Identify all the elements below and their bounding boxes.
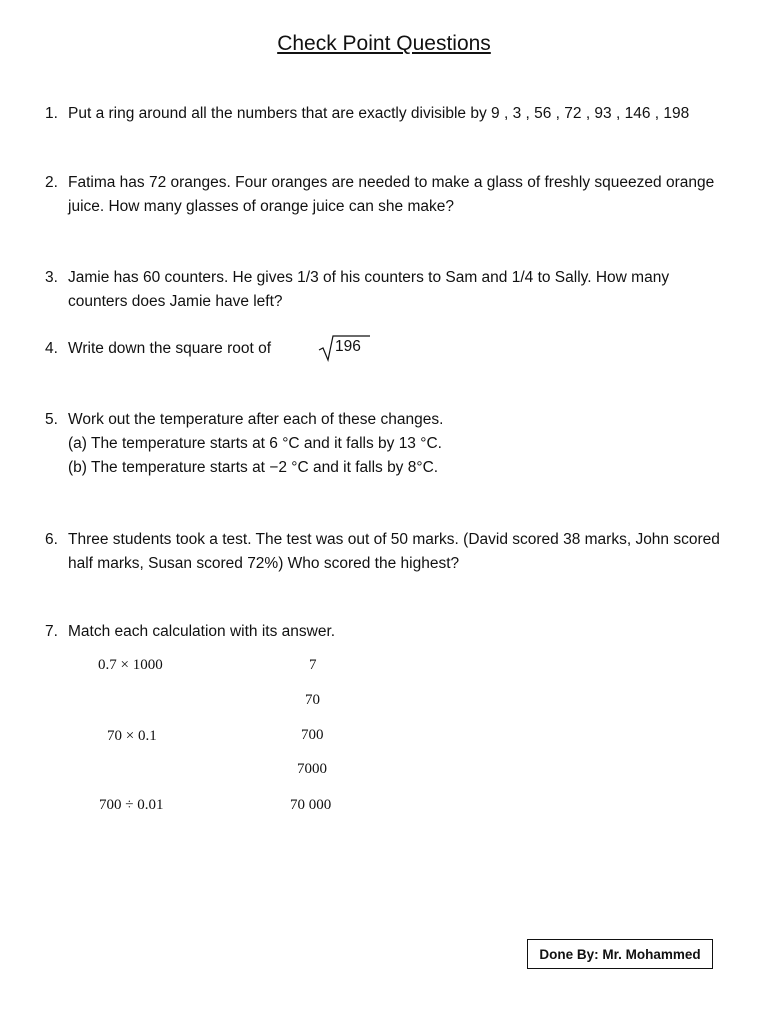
- question-number: 7.: [45, 623, 58, 640]
- question-4: [45, 337, 745, 361]
- author-label: Done By: Mr. Mohammed: [539, 946, 701, 962]
- question-5: [45, 408, 745, 480]
- calculation-item: 0.7 × 1000: [98, 657, 163, 673]
- question-text: Three students took a test. The test was out of 50 marks. (David scored 38 marks, John scored: [68, 531, 720, 548]
- question-text: Fatima has 72 oranges. Four oranges are needed to make a glass of freshly squeezed orange: [68, 174, 715, 191]
- question-number: 6.: [45, 531, 58, 548]
- question-number: 2.: [45, 174, 58, 191]
- question-text: Jamie has 60 counters. He gives 1/3 of his counters to Sam and 1/4 to Sally. How many: [68, 269, 670, 286]
- question-number: 3.: [45, 269, 58, 286]
- question-text: Write down the square root of: [68, 340, 272, 357]
- question-number: 1.: [45, 105, 58, 122]
- question-text: Put a ring around all the numbers that are exactly divisible by 9 , 3 , 56 , 72 , 93 , 146 , 198: [68, 105, 690, 122]
- answer-item: 7000: [297, 761, 327, 777]
- question-text: Match each calculation with its answer.: [68, 623, 336, 640]
- question-3: [45, 266, 745, 314]
- question-text: counters does Jamie have left?: [68, 293, 283, 310]
- page-title: Check Point Questions: [277, 32, 491, 55]
- answer-item: 7: [309, 657, 317, 673]
- calculation-item: 70 × 0.1: [107, 728, 157, 744]
- answer-item: 700: [301, 727, 324, 743]
- question-number: 4.: [45, 340, 58, 357]
- question-text: Work out the temperature after each of these changes.: [68, 411, 444, 428]
- question-text: half marks, Susan scored 72%) Who scored the highest?: [68, 555, 460, 572]
- calculation-item: 700 ÷ 0.01: [99, 797, 164, 813]
- question-number: 5.: [45, 411, 58, 428]
- radicand: 196: [335, 338, 361, 355]
- answer-item: 70 000: [290, 797, 332, 813]
- question-part-a: (a) The temperature starts at 6 °C and it falls by 13 °C.: [68, 435, 442, 452]
- question-text: juice. How many glasses of orange juice can she make?: [68, 198, 454, 215]
- question-6: [45, 528, 745, 576]
- question-7: [45, 620, 745, 644]
- author-box: [527, 939, 713, 969]
- answer-item: 70: [305, 692, 320, 708]
- question-part-b: (b) The temperature starts at −2 °C and it falls by 8°C.: [68, 459, 439, 476]
- question-1: [45, 102, 745, 126]
- question-2: [45, 171, 745, 219]
